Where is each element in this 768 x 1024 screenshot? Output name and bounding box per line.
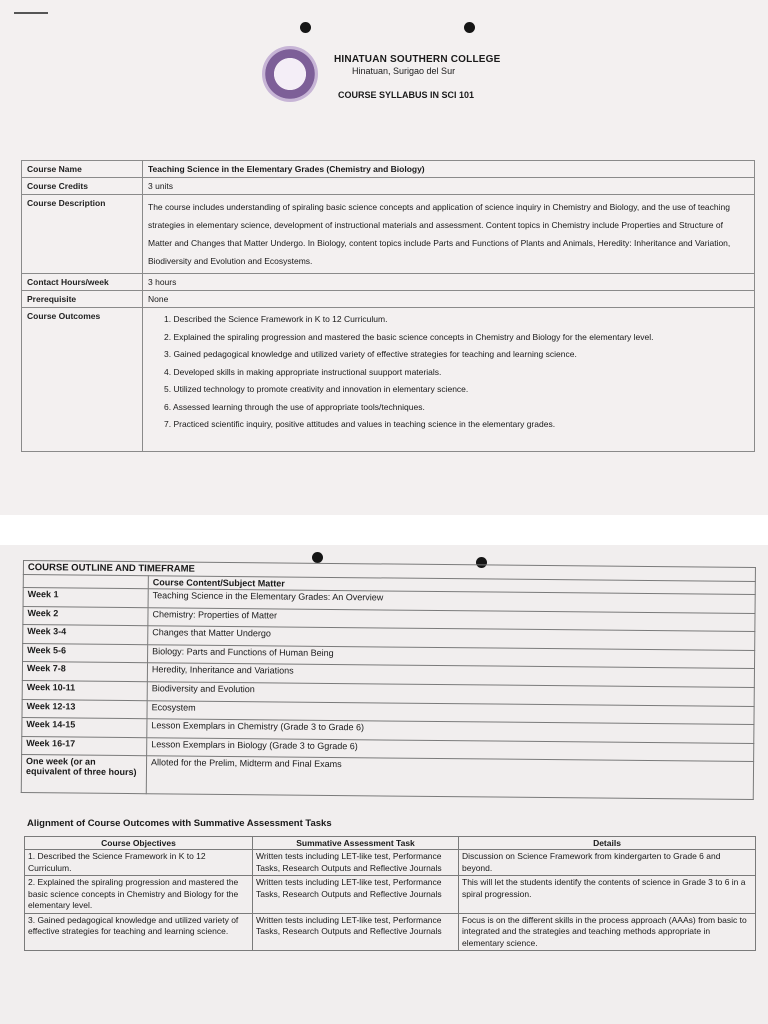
alignment-details: This will let the students identify the contents of science in Grade 3 to 6 in a spiral progression. bbox=[459, 876, 756, 914]
outcome-item: 4. Developed skills in making appropriate instructional suupport materials. bbox=[164, 366, 442, 377]
corner-mark bbox=[14, 12, 48, 14]
outline-topic: Alloted for the Prelim, Midterm and Final Exams bbox=[146, 756, 753, 800]
punch-hole-left bbox=[300, 22, 311, 33]
course-credits-value: 3 units bbox=[143, 178, 755, 195]
alignment-task: Written tests including LET-like test, Performance Tasks, Research Outputs and Reflective Journals bbox=[253, 876, 459, 914]
college-address: Hinatuan, Surigao del Sur bbox=[352, 66, 456, 76]
outline-week: Week 10-11 bbox=[22, 680, 147, 700]
course-info-table bbox=[21, 160, 755, 452]
outline-topic: Chemistry: Properties of Matter bbox=[148, 607, 755, 631]
outline-week-header bbox=[23, 575, 148, 589]
course-credits-row bbox=[22, 178, 755, 195]
outline-content-header: Course Content/Subject Matter bbox=[148, 576, 755, 595]
course-outcomes-label: Course Outcomes bbox=[22, 308, 143, 452]
punch-hole-right bbox=[464, 22, 475, 33]
outline-topic: Lesson Exemplars in Chemistry (Grade 3 to Grade 6) bbox=[147, 719, 754, 743]
outline-week: Week 16-17 bbox=[22, 736, 147, 756]
outline-title: COURSE OUTLINE AND TIMEFRAME bbox=[23, 561, 755, 582]
outcome-item: 6. Assessed learning through the use of appropriate tools/techniques. bbox=[164, 401, 425, 412]
contact-hours-value: 3 hours bbox=[143, 274, 755, 291]
outcome-item: 5. Utilized technology to promote creativity and innovation in elementary science. bbox=[164, 384, 469, 394]
outline-week: One week (or an equivalent of three hours) bbox=[21, 755, 146, 794]
course-name-label: Course Name bbox=[22, 161, 143, 178]
course-outcomes-list bbox=[148, 311, 749, 448]
outline-topic: Biology: Parts and Functions of Human Being bbox=[148, 644, 755, 668]
syllabus-title: COURSE SYLLABUS IN SCI 101 bbox=[338, 90, 475, 100]
course-description-row bbox=[22, 195, 755, 274]
course-description-label: Course Description bbox=[22, 195, 143, 274]
outline-week: Week 1 bbox=[23, 588, 148, 608]
prerequisite-value: None bbox=[143, 291, 755, 308]
outcome-item: 3. Gained pedagogical knowledge and utilized variety of effective strategies for teaching and learning science. bbox=[164, 349, 577, 359]
alignment-row bbox=[25, 850, 756, 876]
outline-week: Week 7-8 bbox=[22, 662, 147, 682]
course-name-row bbox=[22, 161, 755, 178]
outline-week: Week 5-6 bbox=[23, 643, 148, 663]
course-description-value: The course includes understanding of spiraling basic science concepts and application of science inquiry in Chemistry and Biology, and the use of teaching strategies in elementary science, development of instructional materials and assessment. Content topics in Chemistry include Properties and Structure of Matter and Changes that Matter Undergo. In Biology, content topics include Parts and Functions of Plants and Animals, Heredity: Inheritance and Variation, Biodiversity and Evolution and Ecosystems. bbox=[143, 195, 755, 274]
alignment-details: Discussion on Science Framework from kindergarten to Grade 6 and beyond. bbox=[459, 850, 756, 876]
punch-hole-left bbox=[312, 552, 323, 563]
outline-week: Week 12-13 bbox=[22, 699, 147, 719]
outline-topic: Biodiversity and Evolution bbox=[147, 682, 754, 706]
college-seal-logo bbox=[262, 46, 318, 102]
course-credits-label: Course Credits bbox=[22, 178, 143, 195]
outline-week: Week 3-4 bbox=[23, 625, 148, 645]
alignment-row bbox=[25, 876, 756, 914]
outline-topic: Lesson Exemplars in Biology (Grade 3 to Ggrade 6) bbox=[147, 737, 754, 761]
outline-week: Week 14-15 bbox=[22, 718, 147, 738]
alignment-header-row bbox=[25, 837, 756, 850]
outline-topic: Heredity, Inheritance and Variations bbox=[147, 663, 754, 687]
alignment-table bbox=[24, 836, 756, 951]
contact-hours-row bbox=[22, 274, 755, 291]
assessment-task-header: Summative Assessment Task bbox=[253, 837, 459, 850]
course-outline-table bbox=[21, 560, 756, 800]
alignment-title: Alignment of Course Outcomes with Summative Assessment Tasks bbox=[27, 818, 332, 829]
alignment-task: Written tests including LET-like test, Performance Tasks, Research Outputs and Reflective Journals bbox=[253, 850, 459, 876]
course-outcomes-row bbox=[22, 308, 755, 452]
outline-row bbox=[21, 755, 753, 800]
alignment-objective: 1. Described the Science Framework in K to 12 Curriculum. bbox=[25, 850, 253, 876]
alignment-row bbox=[25, 913, 756, 951]
alignment-objective: 2. Explained the spiraling progression and mastered the basic science concepts in Chemistry and Biology for the elementary level. bbox=[25, 876, 253, 914]
prerequisite-row bbox=[22, 291, 755, 308]
contact-hours-label: Contact Hours/week bbox=[22, 274, 143, 291]
prerequisite-label: Prerequisite bbox=[22, 291, 143, 308]
outcome-item: 1. Described the Science Framework in K to 12 Curriculum. bbox=[164, 314, 388, 324]
course-objectives-header: Course Objectives bbox=[25, 837, 253, 850]
outcome-item: 2. Explained the spiraling progression and mastered the basic science concepts in Chemistry and Biology for the elementary level. bbox=[164, 331, 654, 342]
course-name-value: Teaching Science in the Elementary Grades (Chemistry and Biology) bbox=[143, 161, 755, 178]
alignment-objective: 3. Gained pedagogical knowledge and utilized variety of effective strategies for teaching and learning science. bbox=[25, 913, 253, 951]
outline-topic: Changes that Matter Undergo bbox=[148, 626, 755, 650]
college-name: HINATUAN SOUTHERN COLLEGE bbox=[334, 54, 501, 65]
outline-topic: Teaching Science in the Elementary Grades: An Overview bbox=[148, 589, 755, 613]
outline-week: Week 2 bbox=[23, 606, 148, 626]
course-outcomes-cell bbox=[143, 308, 755, 452]
details-header: Details bbox=[459, 837, 756, 850]
alignment-details: Focus is on the different skills in the process approach (AAAs) from basic to integrated and the strategies and teaching methods appropriate in elementary science. bbox=[459, 913, 756, 951]
outcome-item: 7. Practiced scientific inquiry, positive attitudes and values in teaching science in the elementary grades. bbox=[164, 419, 556, 429]
outline-topic: Ecosystem bbox=[147, 700, 754, 724]
alignment-task: Written tests including LET-like test, Performance Tasks, Research Outputs and Reflective Journals bbox=[253, 913, 459, 951]
